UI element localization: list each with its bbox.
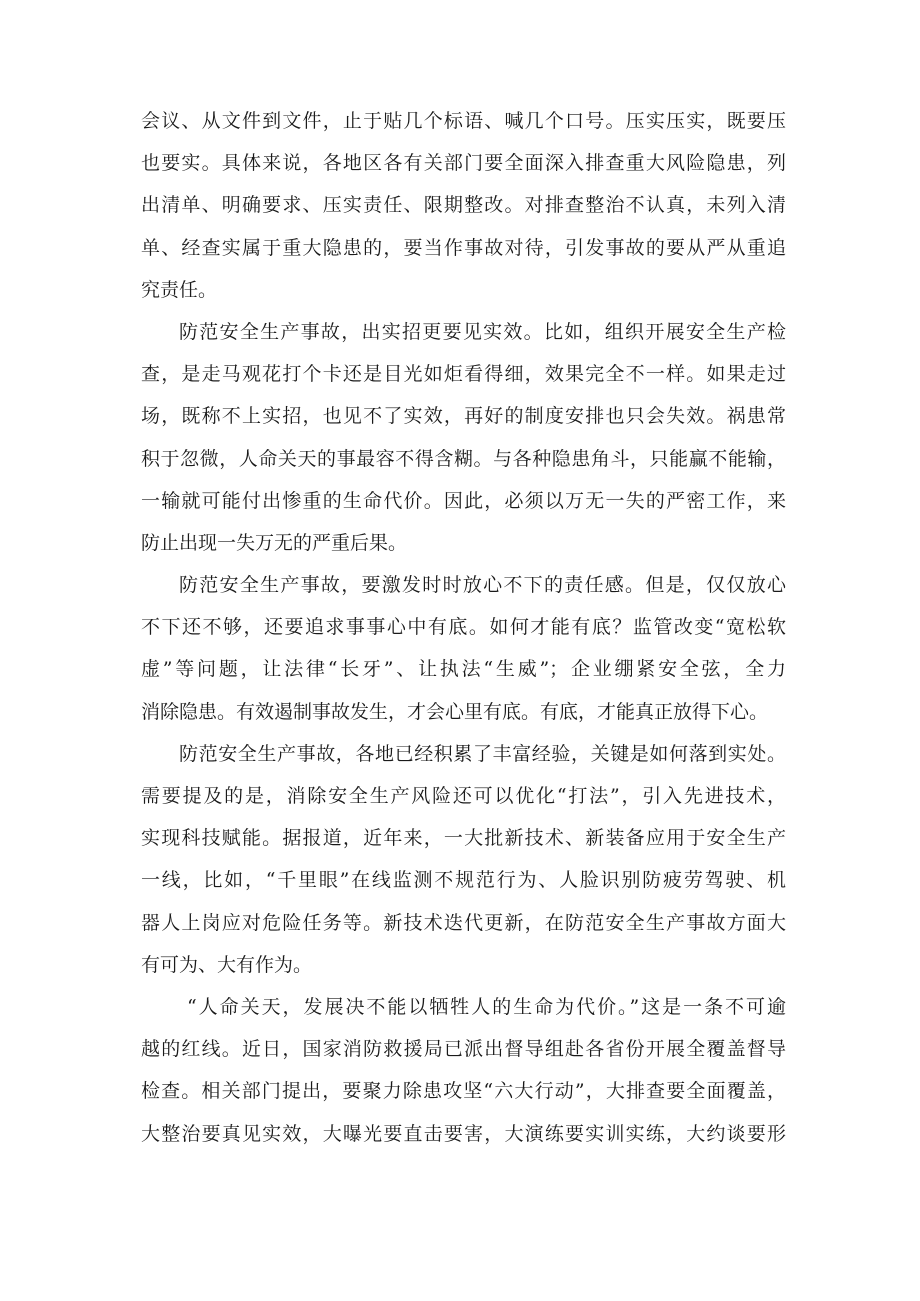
paragraph-line: 不下还不够，还要追求事事心中有底。如何才能有底？监管改变“宽松软	[141, 616, 786, 639]
paragraph-line: 一输就可能付出惨重的生命代价。因此，必须以万无一失的严密工作，来	[141, 489, 786, 512]
paragraph-line: 防范安全生产事故，出实招更要见实效。比如，组织开展安全生产检	[179, 320, 786, 343]
paragraph-line: 单、经查实属于重大隐患的，要当作事故对待，引发事故的要从严从重追	[141, 236, 786, 259]
paragraph-2	[141, 311, 786, 564]
paragraph-line: 查，是走马观花打个卡还是目光如炬看得细，效果完全不一样。如果走过	[141, 363, 786, 386]
paragraph-3	[141, 564, 786, 733]
paragraph-line: 实现科技赋能。据报道，近年来，一大批新技术、新装备应用于安全生产	[141, 827, 786, 850]
paragraph-line: “人命关天，发展决不能以牺牲人的生命为代价。”这是一条不可逾	[187, 995, 786, 1018]
paragraph-line: 会议、从文件到文件，止于贴几个标语、喊几个口号。压实压实，既要压	[141, 110, 786, 132]
paragraph-line: 消除隐患。有效遏制事故发生，才会心里有底。有底，才能真正放得下心。	[141, 700, 769, 723]
paragraph-line: 一线，比如，“千里眼”在线监测不规范行为、人脸识别防疲劳驾驶、机	[141, 869, 786, 892]
paragraph-line: 大整治要真见实效，大曝光要直击要害，大演练要实训实练，大约谈要形	[141, 1122, 786, 1145]
paragraph-line: 出清单、明确要求、压实责任、限期整改。对排查整治不认真，未列入清	[141, 194, 786, 217]
paragraph-line: 积于忽微，人命关天的事最容不得含糊。与各种隐患角斗，只能赢不能输，	[141, 447, 786, 470]
paragraph-line: 需要提及的是，消除安全生产风险还可以优化“打法”，引入先进技术，	[141, 785, 786, 807]
article-body	[141, 100, 786, 1155]
paragraph-1	[141, 100, 786, 311]
paragraph-5	[141, 986, 786, 1155]
paragraph-line: 防范安全生产事故，各地已经积累了丰富经验，关键是如何落到实处。	[179, 742, 786, 765]
paragraph-line: 有可为、大有作为。	[141, 953, 313, 976]
paragraph-line: 虚”等问题，让法律“长牙”、让执法“生威”；企业绷紧安全弦，全力	[141, 658, 786, 681]
paragraph-4	[141, 733, 786, 986]
paragraph-line: 也要实。具体来说，各地区各有关部门要全面深入排查重大风险隐患，列	[141, 152, 786, 175]
paragraph-line: 越的红线。近日，国家消防救援局已派出督导组赴各省份开展全覆盖督导	[141, 1038, 786, 1061]
paragraph-line: 场，既称不上实招，也见不了实效，再好的制度安排也只会失效。祸患常	[141, 405, 786, 428]
paragraph-line: 防止出现一失万无的严重后果。	[141, 531, 408, 554]
paragraph-line: 器人上岗应对危险任务等。新技术迭代更新，在防范安全生产事故方面大	[141, 911, 786, 934]
paragraph-line: 究责任。	[141, 278, 218, 301]
paragraph-line: 检查。相关部门提出，要聚力除患攻坚“六大行动”，大排查要全面覆盖，	[141, 1080, 786, 1103]
paragraph-line: 防范安全生产事故，要激发时时放心不下的责任感。但是，仅仅放心	[179, 574, 786, 597]
